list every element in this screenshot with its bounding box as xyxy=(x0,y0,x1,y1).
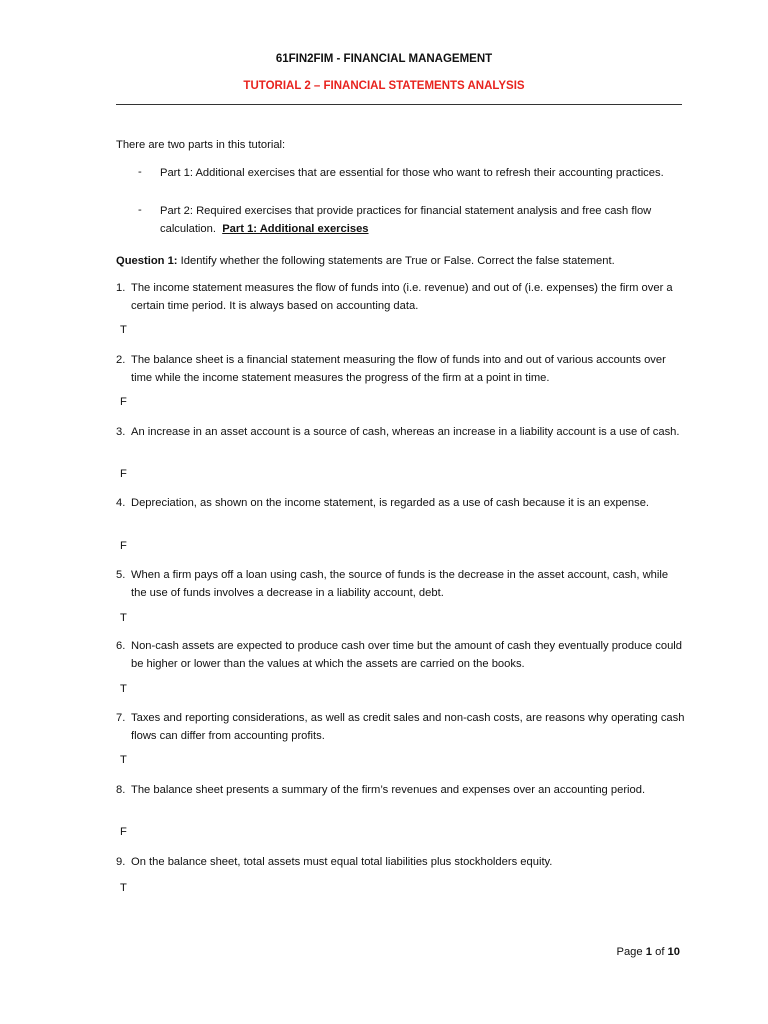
item-number: 5. xyxy=(116,569,126,581)
part2-block xyxy=(160,203,660,238)
bullet-dash: - xyxy=(138,166,142,178)
item-text: When a firm pays off a loan using cash, the source of funds is the decrease in the asset account, cash, while the use of funds involves a decrease in a liability account, debt. xyxy=(131,569,669,599)
list-item xyxy=(116,638,686,673)
item-answer: F xyxy=(120,540,127,552)
list-item xyxy=(116,854,686,872)
bullet-dash: - xyxy=(138,204,142,216)
item-text: The balance sheet presents a summary of the firm’s revenues and expenses over an accounting period. xyxy=(131,784,646,796)
item-number: 8. xyxy=(116,784,126,796)
page-total: 10 xyxy=(667,946,680,958)
item-number: 6. xyxy=(116,640,126,652)
item-answer: T xyxy=(120,612,127,624)
item-answer: T xyxy=(120,683,127,695)
item-answer: F xyxy=(120,826,127,838)
item-answer: F xyxy=(120,468,127,480)
question1-line xyxy=(116,253,615,270)
part1-heading: Part 1: Additional exercises xyxy=(222,222,369,235)
list-item xyxy=(116,352,686,387)
of-word: of xyxy=(655,946,665,958)
item-answer: T xyxy=(120,882,127,894)
page-footer xyxy=(617,946,681,958)
item-number: 9. xyxy=(116,856,126,868)
item-answer: T xyxy=(120,754,127,766)
item-number: 7. xyxy=(116,712,126,724)
item-answer: F xyxy=(120,396,127,408)
question1-label: Question 1: xyxy=(116,255,178,267)
tutorial-title: TUTORIAL 2 – FINANCIAL STATEMENTS ANALYSIS xyxy=(243,80,525,92)
item-number: 2. xyxy=(116,354,126,366)
item-text: An increase in an asset account is a source of cash, whereas an increase in a liability account is a use of cash. xyxy=(131,426,680,438)
intro-text: There are two parts in this tutorial: xyxy=(116,139,286,151)
item-number: 4. xyxy=(116,497,126,509)
list-item xyxy=(116,424,686,442)
list-item xyxy=(116,782,686,800)
item-text: Taxes and reporting considerations, as well as credit sales and non-cash costs, are reasons why operating cash flows can differ from accounting profits. xyxy=(131,712,685,742)
part1-description: Part 1: Additional exercises that are essential for those who want to refresh their accounting practices. xyxy=(160,167,664,179)
item-text: On the balance sheet, total assets must equal total liabilities plus stockholders equity. xyxy=(131,856,553,868)
header-divider xyxy=(116,104,682,105)
part2-description: Part 2: Required exercises that provide practices for financial statement analysis and free cash flow calculation. xyxy=(160,205,652,235)
item-text: Depreciation, as shown on the income statement, is regarded as a use of cash because it is an expense. xyxy=(131,497,650,509)
list-item xyxy=(116,495,686,513)
item-number: 3. xyxy=(116,426,126,438)
question1-text: Identify whether the following statements are True or False. Correct the false statement. xyxy=(180,255,615,267)
page-number: 1 xyxy=(645,946,652,958)
item-number: 1. xyxy=(116,282,126,294)
item-text: Non-cash assets are expected to produce cash over time but the amount of cash they eventually produce could be higher or lower than the values at which the assets are carried on the books. xyxy=(131,640,682,670)
list-item xyxy=(116,567,686,602)
course-title: 61FIN2FIM - FINANCIAL MANAGEMENT xyxy=(275,53,493,65)
page-word: Page xyxy=(616,946,643,958)
list-item xyxy=(116,280,686,315)
item-answer: T xyxy=(120,324,127,336)
item-text: The balance sheet is a financial statement measuring the flow of funds into and out of various accounts over time while the income statement measures the progress of the firm at a point in time. xyxy=(131,354,666,384)
list-item xyxy=(116,710,686,745)
item-text: The income statement measures the flow of funds into (i.e. revenue) and out of (i.e. expenses) the firm over a certain time period. It is always based on accounting data. xyxy=(131,282,673,312)
